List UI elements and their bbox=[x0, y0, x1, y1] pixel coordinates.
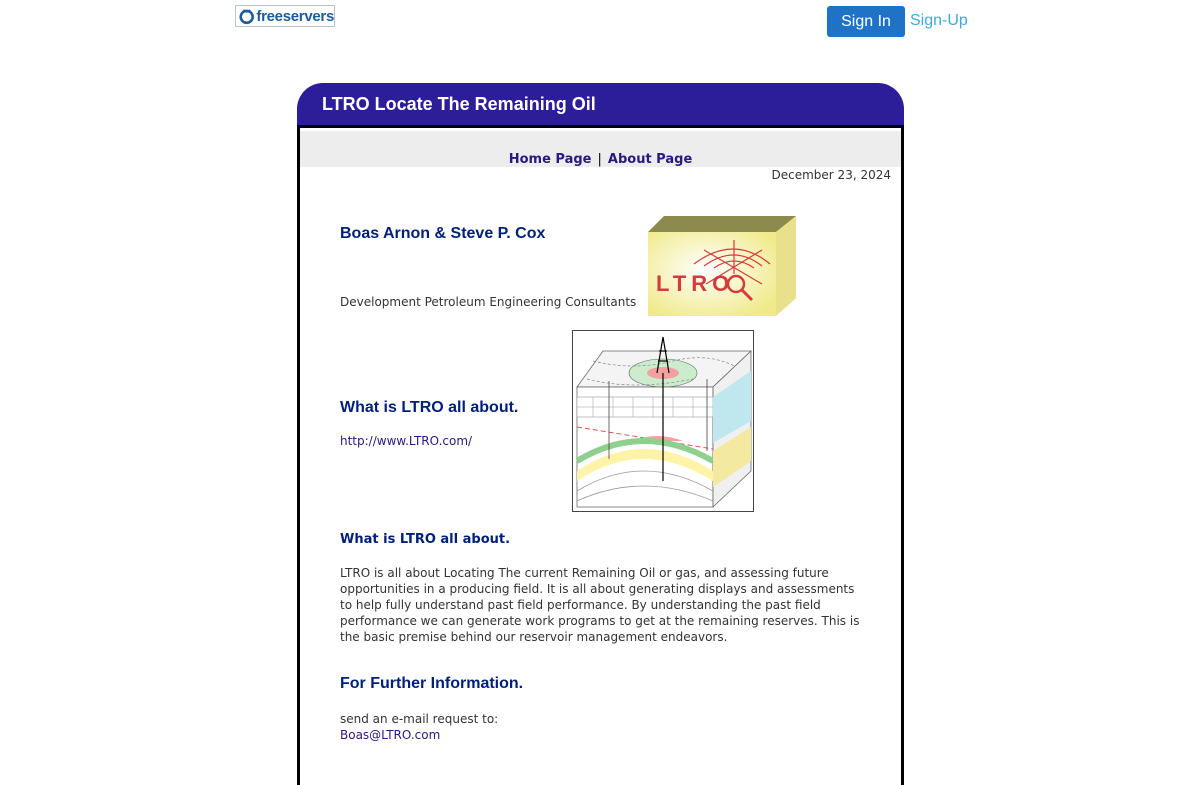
email-prompt: send an e-mail request to: bbox=[340, 712, 499, 726]
nav-separator: | bbox=[597, 152, 602, 167]
reservoir-block-illustration bbox=[573, 331, 753, 511]
nav-home-link[interactable]: Home Page bbox=[508, 152, 592, 167]
sign-in-button[interactable]: Sign In bbox=[827, 6, 905, 37]
ltro-url-link[interactable]: http://www.LTRO.com/ bbox=[340, 434, 473, 448]
about-heading: What is LTRO all about. bbox=[340, 399, 519, 416]
content-area bbox=[297, 125, 904, 785]
tagline: Development Petroleum Engineering Consultants bbox=[340, 295, 637, 309]
about-paragraph: LTRO is all about Locating The current Remaining Oil or gas, and assessing future opportunities in a producing field. It is all about generating displays and assessments to help fully understand past field performance. By understanding the past field performance we can generate work programs to get at the remaining reserves. This is the basic premise behind our reservoir management endeavors. bbox=[340, 566, 860, 644]
further-info-heading: For Further Information. bbox=[340, 675, 524, 692]
freeservers-logo-text: freeservers bbox=[256, 7, 334, 25]
sign-up-link[interactable]: Sign-Up bbox=[910, 12, 968, 29]
freeservers-logo[interactable] bbox=[235, 5, 335, 27]
ltro-logo-text: LTRO bbox=[656, 271, 735, 296]
reservoir-diagram bbox=[572, 330, 754, 512]
about-subheading: What is LTRO all about. bbox=[340, 532, 511, 547]
consultant-names: Boas Arnon & Steve P. Cox bbox=[340, 225, 546, 242]
site-frame bbox=[297, 83, 904, 783]
date-label: December 23, 2024 bbox=[771, 168, 891, 182]
nav-about-link[interactable]: About Page bbox=[607, 152, 693, 167]
nav-bar bbox=[300, 131, 901, 167]
site-title: LTRO Locate The Remaining Oil bbox=[297, 83, 904, 125]
freeservers-swirl-icon bbox=[239, 7, 254, 25]
email-link[interactable]: Boas@LTRO.com bbox=[340, 728, 441, 742]
ltro-logo bbox=[644, 214, 800, 318]
